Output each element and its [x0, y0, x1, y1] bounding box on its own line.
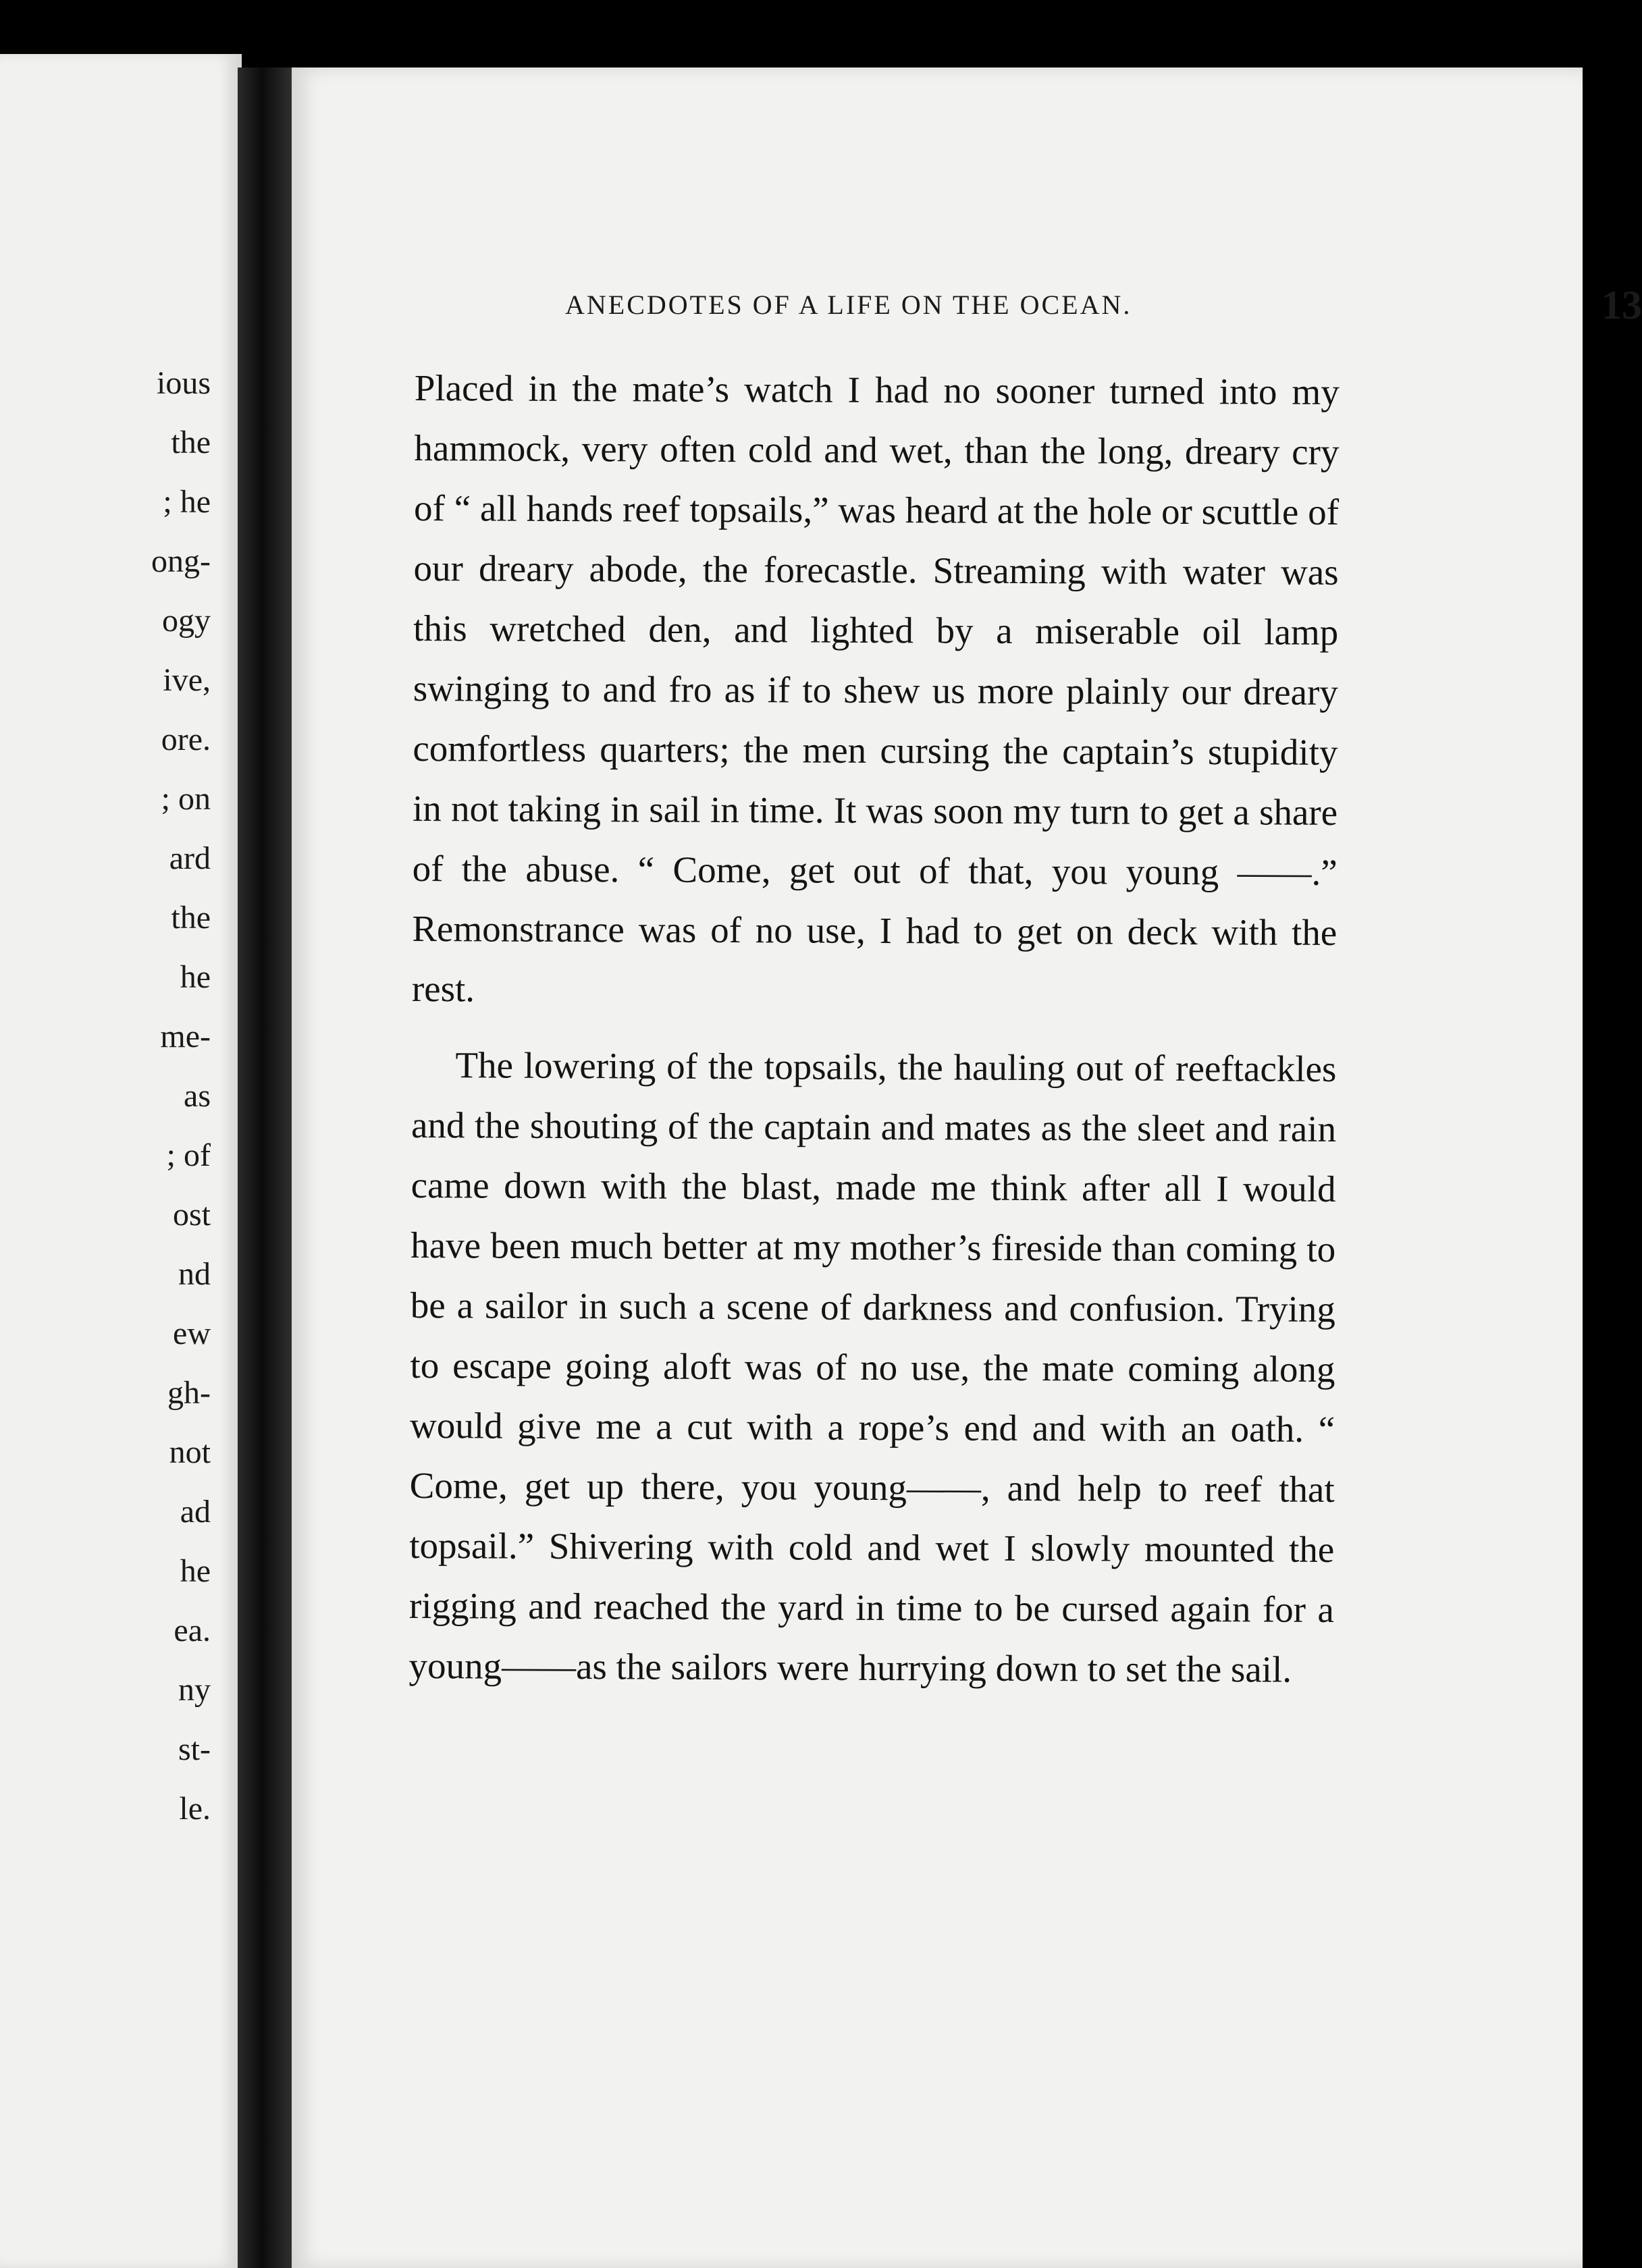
left-page-line: ore. [161, 722, 211, 757]
left-page-line: the [171, 900, 211, 936]
left-page-line: ious [156, 365, 211, 401]
left-page-line: ogy [162, 603, 211, 639]
left-page-line: ew [173, 1316, 211, 1351]
running-head [565, 283, 1642, 327]
right-page [292, 68, 1642, 2268]
left-page-line: ; on [161, 781, 211, 817]
left-page-line: gh- [167, 1375, 211, 1411]
paragraph: The lowering of the topsails, the hauling out of reeftackles and the shouting of the captain and mates as the sleet and rain came down with the blast, made me think after all I would have been much better at my mother’s fireside than coming to be a sailor in such a scene of darkness and confusion. Trying to escape going aloft was of no use, the mate coming along would give me a cut with a rope’s end and with an oath. “ Come, get up there, you young——, and help to reef that topsail.” Shivering with cold and wet I slowly mounted the rigging and reached the yard in time to be cursed again for a young——as the sailors were hurrying down to set the sail. [408, 1044, 1337, 1690]
left-page-line: ny [178, 1672, 211, 1708]
left-page-line: me- [160, 1019, 211, 1054]
body-text [408, 358, 1340, 1700]
page-number: 13 [1601, 283, 1642, 327]
left-page-line: ea. [174, 1613, 211, 1648]
left-page-line: as [184, 1078, 211, 1114]
left-page [0, 54, 242, 2268]
book-gutter [238, 68, 292, 2268]
left-page-line: le. [179, 1791, 211, 1827]
paragraph: Placed in the mate’s watch I had no sooner turned into my hammock, very often cold and wet, than the long, dreary cry of “ all hands reef topsails,” was heard at the hole or scuttle of our dreary abode, the forecastle. Streaming with water was this wretched den, and lighted by a miserable oil lamp swinging to and fro as if to shew us more plainly our dreary comfortless quarters; the men cursing the captain’s stupidity in not taking in sail in time. It was soon my turn to get a share of the abuse. “ Come, get out of that, you young ——.” Remonstrance was of no use, I had to get on deck with the rest. [411, 367, 1340, 1010]
left-page-line: nd [178, 1256, 211, 1292]
left-page-line: ost [172, 1197, 211, 1233]
left-page-line: not [169, 1434, 211, 1470]
left-page-line: ad [180, 1494, 211, 1530]
left-page-line: ong- [151, 543, 211, 579]
left-page-line: ive, [163, 662, 211, 698]
left-page-line: he [180, 959, 211, 995]
left-page-line: ard [169, 840, 211, 876]
running-head-title: ANECDOTES OF A LIFE ON THE OCEAN. [565, 290, 1132, 320]
left-page-line: st- [178, 1731, 211, 1767]
left-page-line: the [171, 425, 211, 460]
left-page-line: he [180, 1553, 211, 1589]
left-page-line: ; of [166, 1137, 211, 1173]
left-page-line: ; he [163, 484, 211, 520]
